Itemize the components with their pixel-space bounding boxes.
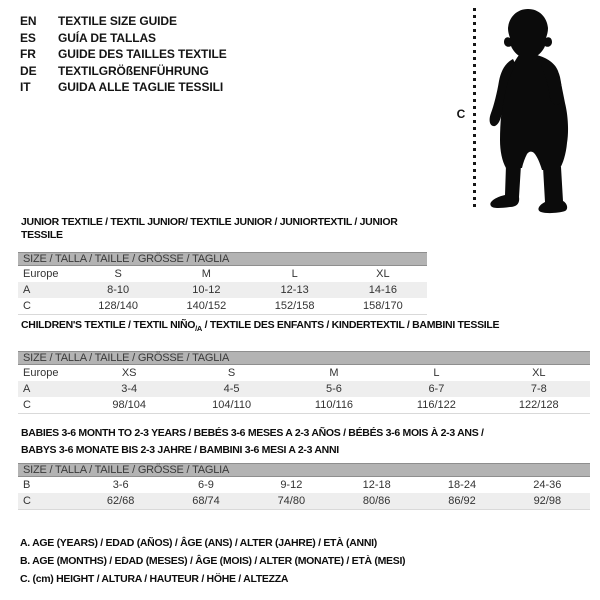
- table-cell: 62/68: [106, 495, 135, 507]
- language-code: IT: [20, 80, 31, 94]
- language-row: [20, 30, 227, 47]
- table-cell: 12-13: [280, 284, 309, 296]
- height-measure-dotted-line: [473, 8, 476, 209]
- junior-size-table: [18, 252, 427, 315]
- table-cell: 24-36: [533, 479, 562, 491]
- row-label: C: [23, 399, 31, 412]
- table-cell: 122/128: [518, 399, 559, 412]
- row-label: B: [23, 479, 31, 491]
- table-row: [18, 477, 590, 493]
- row-label: A: [23, 383, 31, 396]
- row-label: C: [23, 495, 31, 507]
- title-line: BABIES 3-6 MONTH TO 2-3 YEARS / BEBÉS 3-6 MESES A 2-3 AÑOS / BÉBÉS 3-6 MOIS À 2-3 ANS /: [21, 427, 484, 439]
- children-table-section: [18, 319, 590, 414]
- table-cell: 14-16: [368, 284, 397, 296]
- table-cell: 10-12: [192, 284, 221, 296]
- children-size-table: [18, 351, 590, 414]
- table-cell: 128/140: [98, 300, 138, 312]
- table-cell: 18-24: [447, 479, 477, 491]
- table-cell: 6-7: [428, 383, 445, 396]
- table-cell: XL: [532, 367, 546, 380]
- language-row: [20, 63, 227, 80]
- table-cell: 92/98: [533, 495, 562, 507]
- junior-table-title: JUNIOR TEXTILE / TEXTIL JUNIOR/ TEXTILE JUNIOR / JUNIORTEXTIL / JUNIOR TESSILE: [21, 216, 398, 241]
- table-cell: 9-12: [280, 479, 303, 491]
- table-row: [18, 282, 427, 298]
- language-row: [20, 13, 227, 30]
- table-cell: 104/110: [212, 399, 252, 412]
- language-row: [20, 46, 227, 63]
- table-cell: 5-6: [326, 383, 342, 396]
- children-table-title: [18, 319, 590, 335]
- title-part-subscript: /A: [195, 324, 203, 334]
- language-code: ES: [20, 30, 36, 45]
- table-cell: 86/92: [448, 495, 476, 507]
- language-label: GUÍA DE TALLAS: [58, 30, 156, 45]
- title-part: / TEXTILE DES ENFANTS / KINDERTEXTIL / BAMBINI TESSILE: [202, 319, 500, 331]
- table-row: [18, 266, 427, 282]
- table-cell: 68/74: [192, 495, 220, 507]
- table-cell: 4-5: [223, 383, 240, 396]
- row-label: C: [23, 300, 31, 312]
- table-cell: 8-10: [107, 284, 130, 296]
- babies-table-title: [18, 425, 590, 459]
- row-label: A: [23, 284, 31, 296]
- language-title-block: [20, 13, 227, 96]
- table-cell: XL: [376, 268, 390, 280]
- size-header-bar: SIZE / TALLA / TAILLE / GRÖSSE / TAGLIA: [18, 252, 427, 266]
- table-row: [18, 397, 590, 413]
- table-cell: 80/86: [362, 495, 391, 507]
- footnote-b: B. AGE (MONTHS) / EDAD (MESES) / ÂGE (MOIS) / ALTER (MONATE) / ETÀ (MESI): [20, 555, 406, 567]
- table-cell: 7-8: [530, 383, 547, 396]
- table-cell: 12-18: [362, 479, 391, 491]
- table-row: [18, 365, 590, 381]
- height-measure-label: C: [456, 107, 466, 121]
- title-part: CHILDREN'S TEXTILE / TEXTIL NIÑO: [21, 319, 196, 331]
- table-row: [18, 381, 590, 397]
- table-cell: 6-9: [198, 479, 214, 491]
- baby-head: [504, 9, 552, 57]
- baby-right-leg: [538, 167, 567, 213]
- footnote-a: A. AGE (YEARS) / EDAD (AÑOS) / ÂGE (ANS) / ALTER (JAHRE) / ETÀ (ANNI): [20, 537, 377, 549]
- baby-left-leg: [490, 165, 521, 208]
- row-label: Europe: [23, 367, 59, 380]
- language-label: GUIDA ALLE TAGLIE TESSILI: [58, 80, 224, 94]
- table-cell: 158/170: [362, 300, 403, 312]
- babies-table-section: [18, 425, 590, 510]
- table-cell: 152/158: [274, 300, 315, 312]
- table-cell: M: [201, 268, 211, 280]
- table-cell: L: [291, 268, 298, 280]
- language-row: [20, 79, 227, 96]
- size-header-bar: SIZE / TALLA / TAILLE / GRÖSSE / TAGLIA: [18, 351, 590, 365]
- table-cell: 74/80: [277, 495, 306, 507]
- footnotes-block: [20, 534, 405, 588]
- table-cell: 3-6: [112, 479, 129, 491]
- language-label: TEXTILGRÖßENFÜHRUNG: [58, 63, 209, 78]
- table-row: [18, 493, 590, 509]
- row-label: Europe: [23, 268, 59, 280]
- table-cell: M: [329, 367, 339, 380]
- language-code: FR: [20, 47, 36, 61]
- table-cell: 98/104: [112, 399, 147, 412]
- table-cell: S: [114, 268, 122, 280]
- table-cell: 3-4: [121, 383, 138, 396]
- table-cell: 140/152: [186, 300, 227, 312]
- table-cell: L: [433, 367, 440, 380]
- language-label: GUIDE DES TAILLES TEXTILE: [58, 47, 227, 61]
- size-header-bar: SIZE / TALLA / TAILLE / GRÖSSE / TAGLIA: [18, 463, 590, 477]
- language-label: TEXTILE SIZE GUIDE: [58, 14, 177, 28]
- table-cell: 116/122: [416, 399, 456, 412]
- language-code: DE: [20, 63, 37, 78]
- junior-table-section: [18, 216, 427, 315]
- table-cell: XS: [121, 367, 137, 380]
- footnote-c: C. (cm) HEIGHT / ALTURA / HAUTEUR / HÖHE / ALTEZZA: [20, 573, 289, 585]
- babies-size-table: [18, 463, 590, 510]
- language-code: EN: [20, 14, 37, 28]
- table-cell: 110/116: [314, 399, 354, 412]
- table-cell: S: [227, 367, 236, 380]
- baby-silhouette: [482, 4, 574, 214]
- title-line: BABYS 3-6 MONATE BIS 2-3 JAHRE / BAMBINI 3-6 MESI A 2-3 ANNI: [21, 444, 339, 456]
- table-row: [18, 298, 427, 314]
